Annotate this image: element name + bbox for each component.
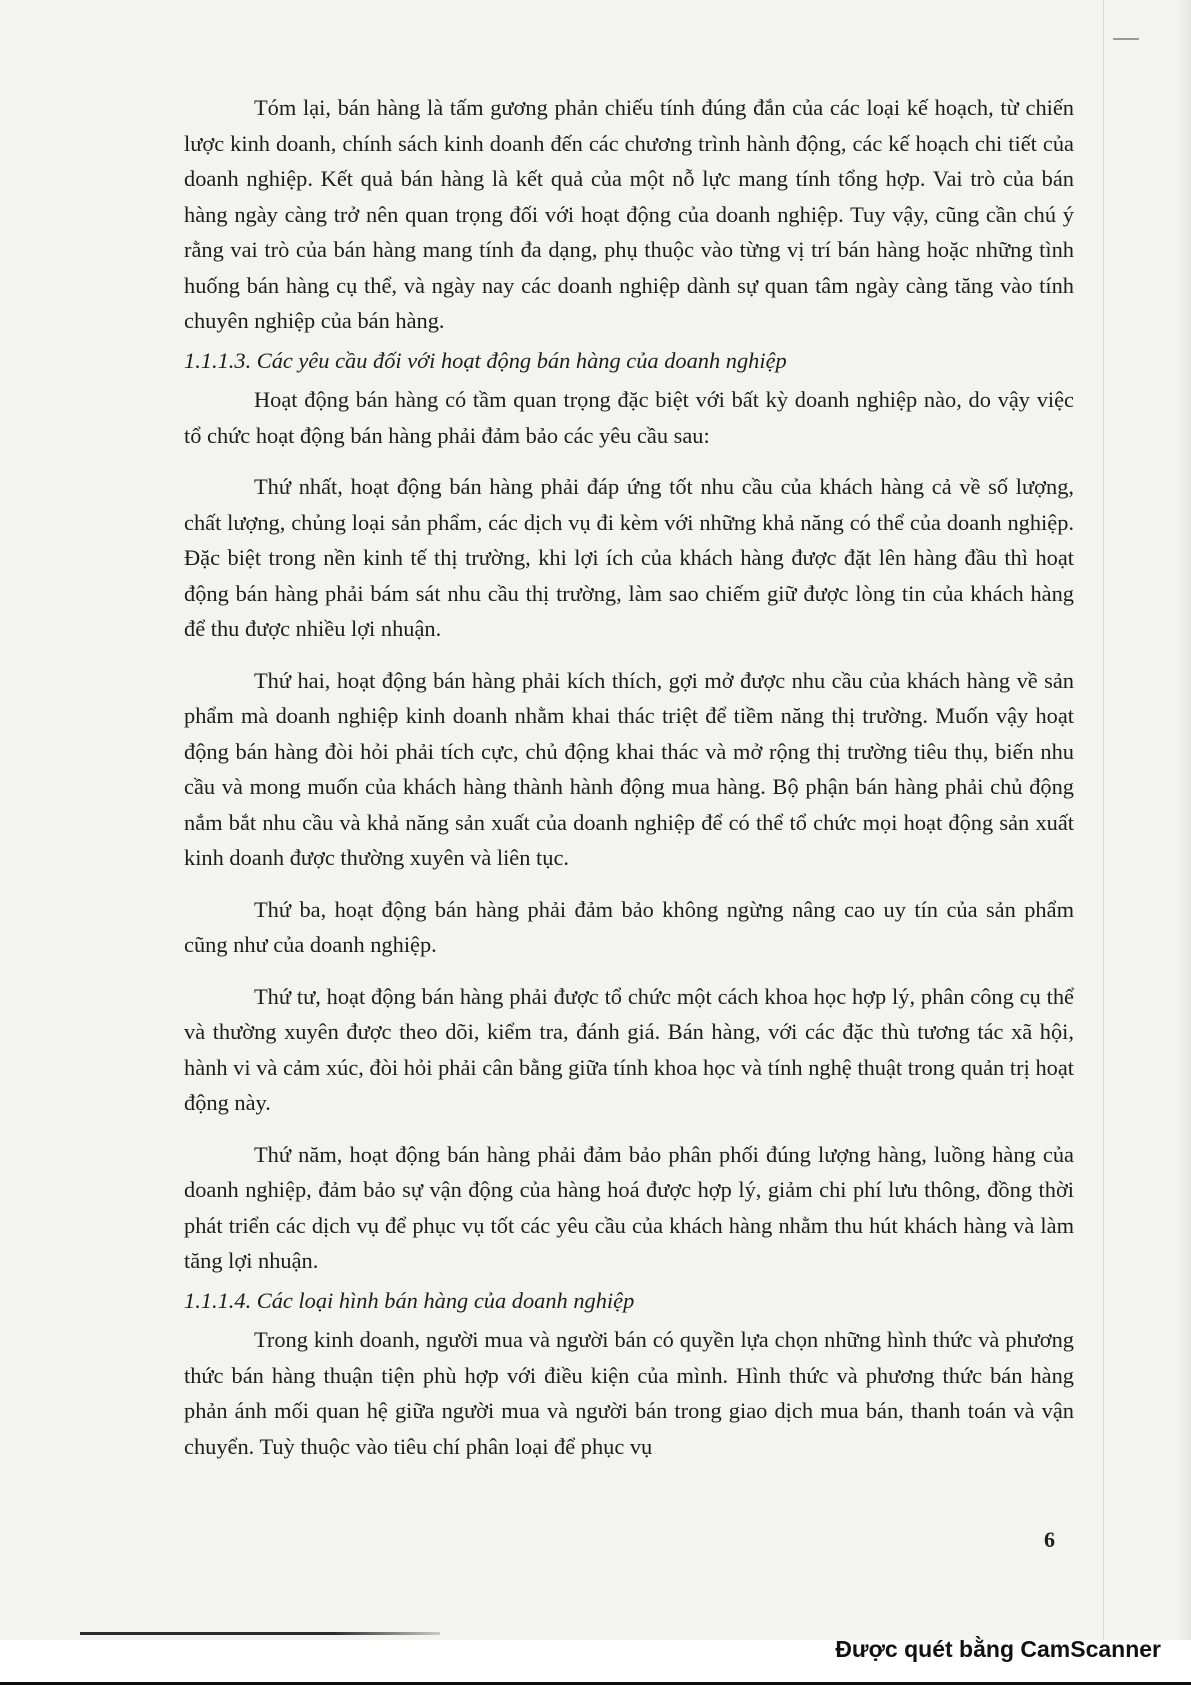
footer-rule [80,1632,440,1635]
page-number: 6 [1044,1527,1055,1552]
paragraph-requirement-4: Thứ tư, hoạt động bán hàng phải được tổ chức một cách khoa học hợp lý, phân công cụ thể và thường xuyên được theo dõi, kiểm tra, đánh giá. Bán hàng, với các đặc thù tương tác xã hội, hành vi và cảm xúc, đòi hỏi phải cân bằng giữa tính khoa học và tính nghệ thuật trong quản trị hoạt động này. [184,983,1074,1115]
paragraph-requirement-3: Thứ ba, hoạt động bán hàng phải đảm bảo không ngừng nâng cao uy tín của sản phẩm cũng như của doanh nghiệp. [184,896,1074,957]
paragraph-summary: Tóm lại, bán hàng là tấm gương phản chiếu tính đúng đắn của các loại kế hoạch, từ chiến lược kinh doanh, chính sách kinh doanh đến các chương trình hành động, các kế hoạch chi tiết của doanh nghiệp. Kết quả bán hàng là kết quả của một nỗ lực mang tính tổng hợp. Vai trò của bán hàng ngày càng trở nên quan trọng đối với hoạt động của doanh nghiệp. Tuy vậy, cũng cần chú ý rằng vai trò của bán hàng mang tính đa dạng, phụ thuộc vào từng vị trí bán hàng hoặc những tình huống bán hàng cụ thể, và ngày nay các doanh nghiệp dành sự quan tâm ngày càng tăng vào tính chuyên nghiệp của bán hàng. [184,95,1074,333]
scan-mark [1113,38,1139,40]
section-heading-1114: 1.1.1.4. Các loại hình bán hàng của doanh nghiệp [184,1287,635,1313]
paragraph-requirement-1: Thứ nhất, hoạt động bán hàng phải đáp ứng tốt nhu cầu của khách hàng cả về số lượng, chất lượng, chủng loại sản phẩm, các dịch vụ đi kèm với những khả năng có thể của doanh nghiệp. Đặc biệt trong nền kinh tế thị trường, khi lợi ích của khách hàng được đặt lên hàng đầu thì hoạt động bán hàng phải bám sát nhu cầu thị trường, làm sao chiếm giữ được lòng tin của khách hàng để thu được nhiều lợi nhuận. [184,474,1074,641]
scan-edge-line [1103,0,1104,1640]
scan-edge-shadow [1177,0,1191,1685]
paragraph-requirement-2: Thứ hai, hoạt động bán hàng phải kích thích, gợi mở được nhu cầu của khách hàng về sản phẩm mà doanh nghiệp kinh doanh nhằm khai thác triệt để tiềm năng thị trường. Muốn vậy hoạt động bán hàng đòi hỏi phải tích cực, chủ động khai thác và mở rộng thị trường tiêu thụ, biến nhu cầu và mong muốn của khách hàng thành hành động mua hàng. Bộ phận bán hàng phải chủ động nắm bắt nhu cầu và khả năng sản xuất của doanh nghiệp để có thể tổ chức mọi hoạt động sản xuất kinh doanh được thường xuyên và liên tục. [184,667,1074,870]
paragraph-sales-types-intro: Trong kinh doanh, người mua và người bán có quyền lựa chọn những hình thức và phương thức bán hàng thuận tiện phù hợp với điều kiện của mình. Hình thức và phương thức bán hàng phản ánh mối quan hệ giữa người mua và người bán trong giao dịch mua bán, thanh toán và vận chuyển. Tuỳ thuộc vào tiêu chí phân loại để phục vụ [184,1327,1074,1459]
page-body [184,90,1074,1464]
paragraph-requirement-5: Thứ năm, hoạt động bán hàng phải đảm bảo phân phối đúng lượng hàng, luồng hàng của doanh nghiệp, đảm bảo sự vận động của hàng hoá được hợp lý, giảm chi phí lưu thông, đồng thời phát triển các dịch vụ để phục vụ tốt các yêu cầu của khách hàng nhằm thu hút khách hàng và làm tăng lợi nhuận. [184,1141,1074,1273]
paragraph-requirements-intro: Hoạt động bán hàng có tầm quan trọng đặc biệt với bất kỳ doanh nghiệp nào, do vậy việc tổ chức hoạt động bán hàng phải đảm bảo các yêu cầu sau: [184,387,1074,448]
scanner-watermark: Được quét bằng CamScanner [835,1636,1161,1662]
section-heading-1113: 1.1.1.3. Các yêu cầu đối với hoạt động bán hàng của doanh nghiệp [184,347,787,373]
